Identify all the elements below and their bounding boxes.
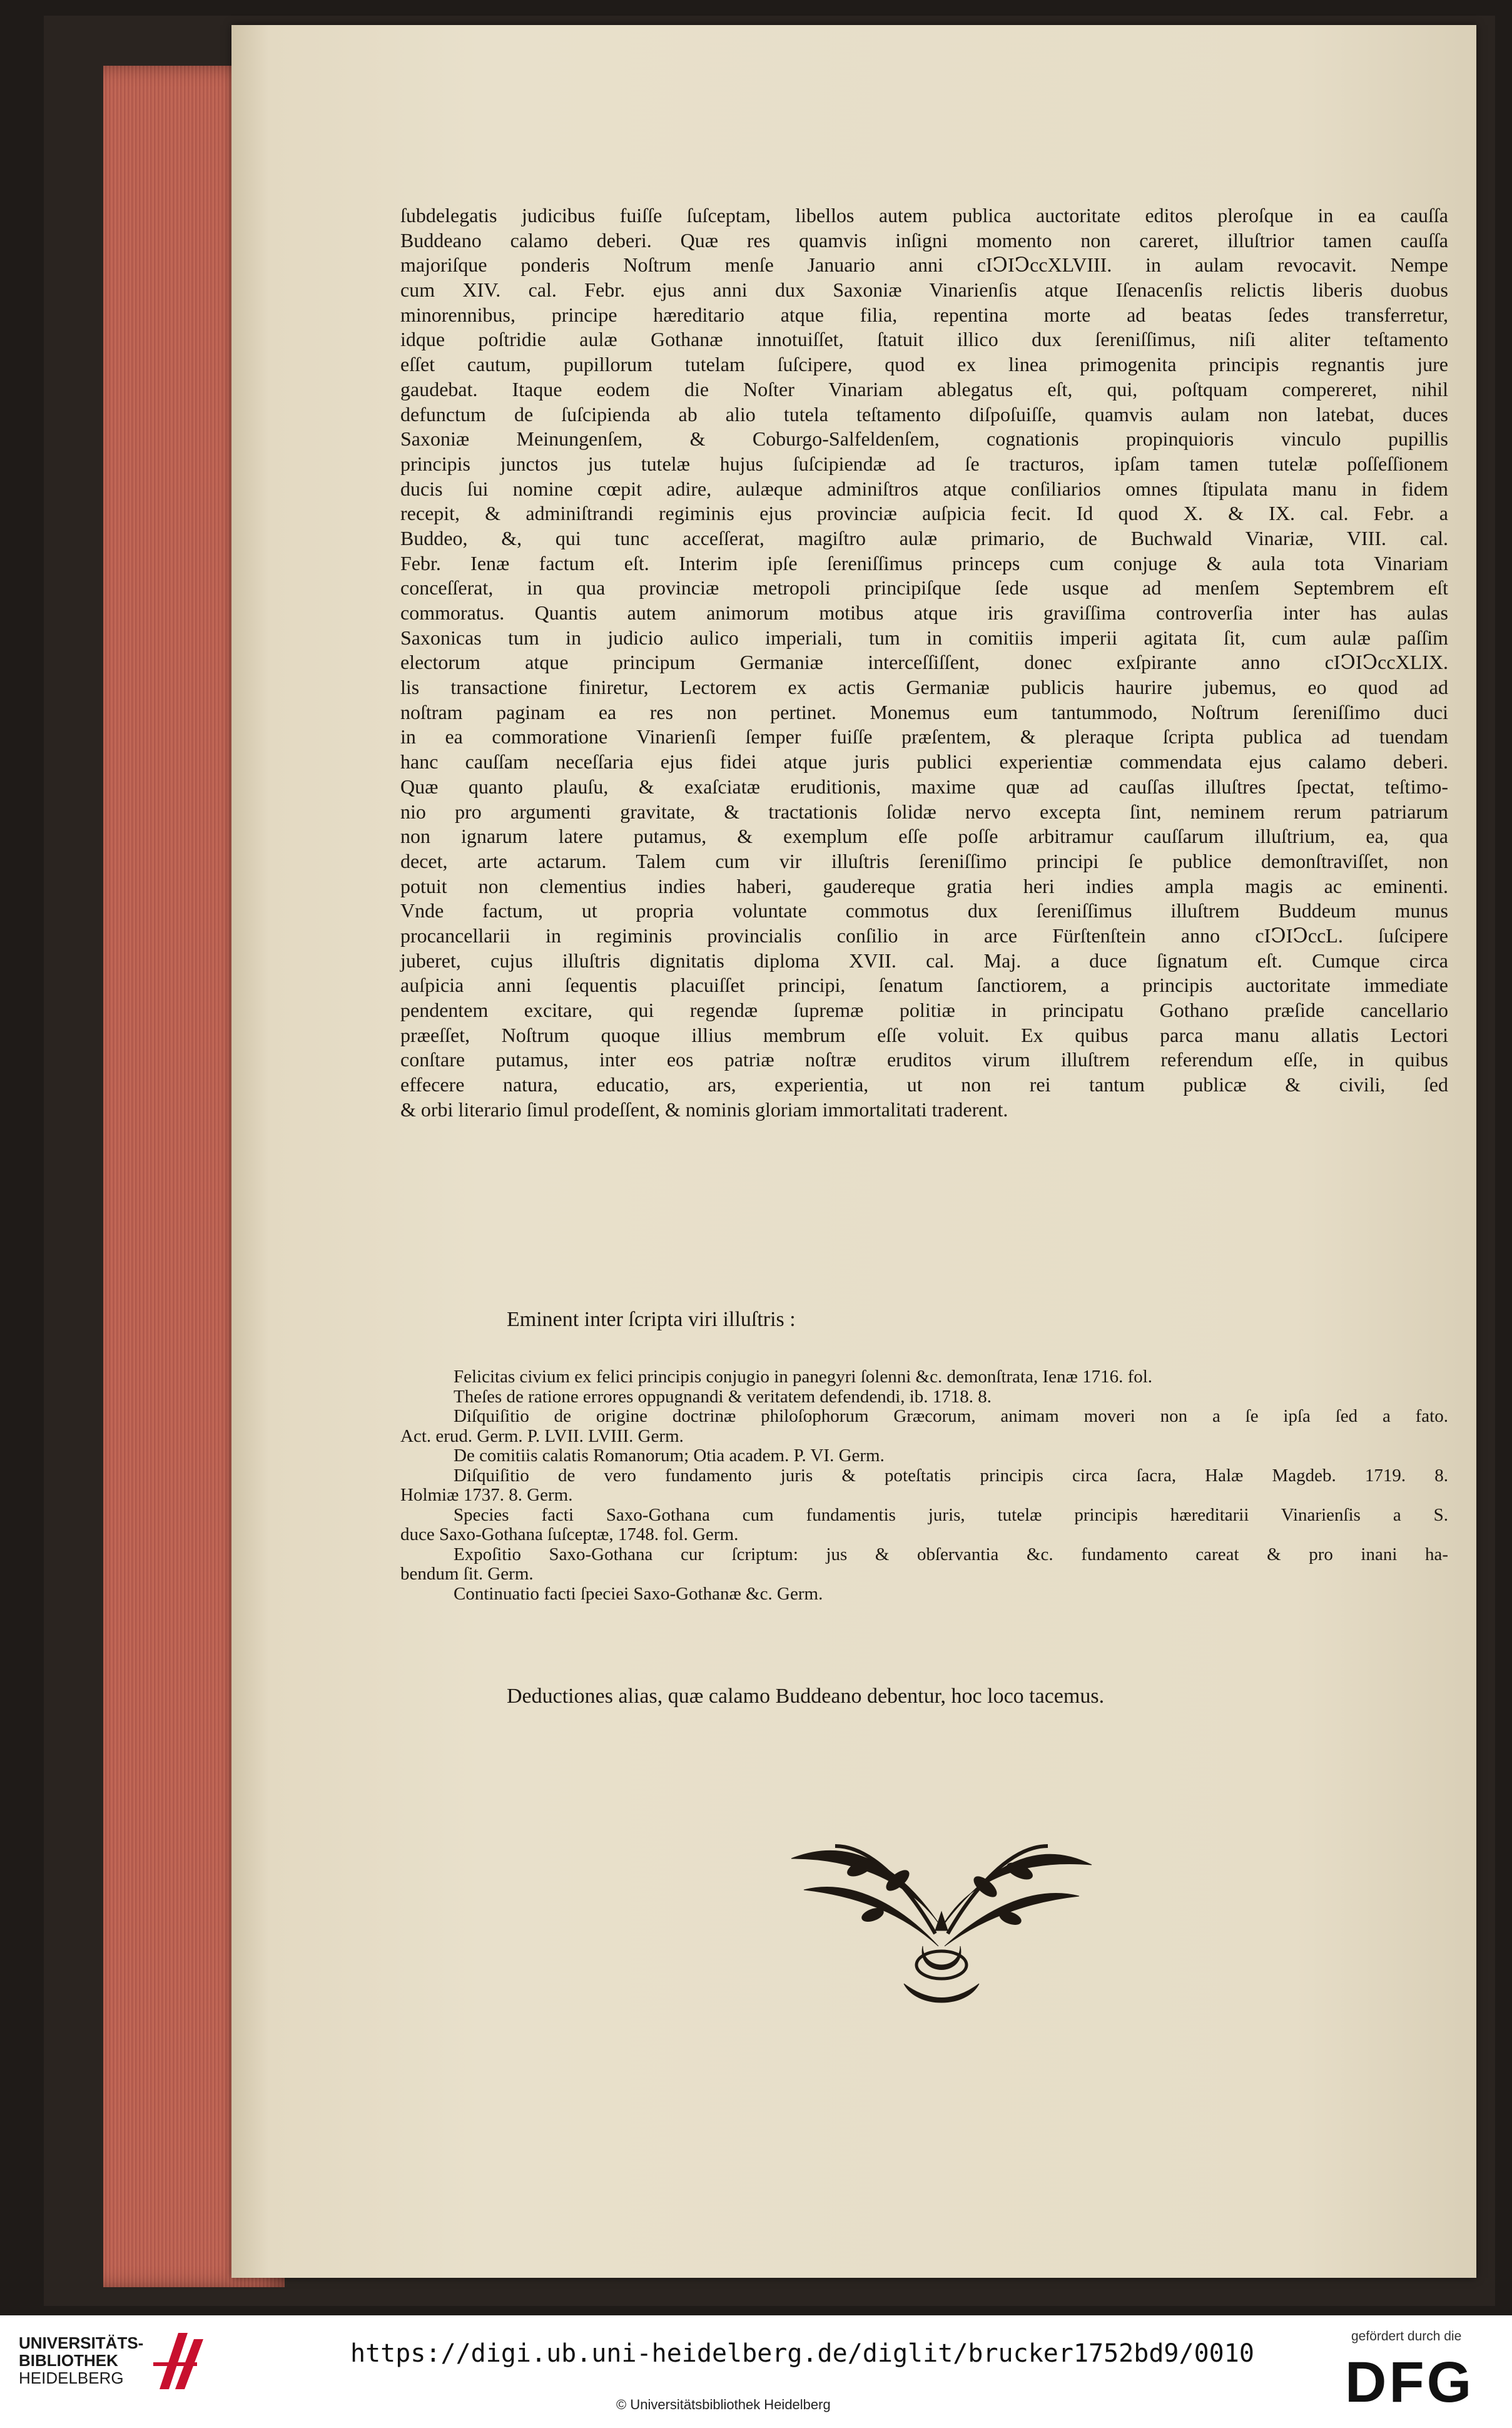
body-line: decet, arte actarum. Talem cum vir illuſtris ſereniſſimo principi ſe publice demonſtraviſſet, non (400, 849, 1448, 872)
body-line: conſtare putamus, inter eos patriæ noſtræ eruditos virum illuſtrem referendum eſſe, in quibus (400, 1048, 1448, 1071)
body-line: Buddeo, &, qui tunc acceſſerat, magiſtro aulæ primario, de Buchwald Vinariæ, VIII. cal. (400, 526, 1448, 549)
body-line: Febr. Ienæ factum eſt. Interim ipſe ſereniſſimus princeps cum conjuge & aula tota Vinariam (400, 551, 1448, 574)
dfg-logo[interactable]: DFG (1345, 2350, 1474, 2414)
work-entry (400, 1506, 1448, 1545)
body-line: minorennibus, principe hæreditario atque filia, repentina morte ad beatas ſedes transferretur, (400, 303, 1448, 326)
body-line: auſpicia anni ſequentis placuiſſet principi, ſenatum ſanctiorem, a principis auctoritate immediate (400, 974, 1448, 997)
work-entry-line: Diſquiſitio de origine doctrinæ philoſophorum Græcorum, animam moveri non a ſe ipſa ſed a fato. (454, 1406, 1448, 1426)
work-entry (400, 1367, 1448, 1387)
body-line: eſſet cautum, pupillorum tutelam ſuſcipere, quod ex linea primogenita principis regnantis jure (400, 353, 1448, 376)
body-line: principis junctos jus tutelæ hujus ſuſcipiendæ ad ſe tracturos, ipſam tamen tutelæ poſſeſſionem (400, 452, 1448, 475)
body-line: hanc cauſſam neceſſaria ejus fidei atque juris publici experientiæ commendata ejus calamo deberi. (400, 750, 1448, 773)
works-list (400, 1367, 1448, 1604)
work-entry (400, 1446, 1448, 1466)
work-entry (400, 1466, 1448, 1506)
library-name-line1: UNIVERSITÄTS- (19, 2334, 144, 2352)
work-entry (400, 1584, 1448, 1604)
body-line: ſubdelegatis judicibus fuiſſe ſuſceptam, libellos autem publica auctoritate editos pleroſque in ea cauſſa (400, 204, 1448, 227)
body-line: nio pro argumenti gravitate, & tractationis ſolidæ nervo excepta ſint, neminem rerum patriarum (400, 800, 1448, 823)
funding-caption: gefördert durch die (1351, 2329, 1462, 2344)
body-line: conceſſerat, in qua provinciæ metropoli principiſque ſede usque ad menſem Septembrem eſt (400, 576, 1448, 599)
library-name-line2: BIBLIOTHEK (19, 2351, 118, 2370)
library-logo-text[interactable] (19, 2334, 143, 2387)
body-line: majoriſque ponderis Noſtrum menſe Januario anni cIↃIↃccXLVIII. in aulam revocavit. Nempe (400, 253, 1448, 277)
body-line: Vnde factum, ut propria voluntate commotus dux ſereniſſimus illuſtrem Buddeum munus (400, 899, 1448, 922)
uni-heidelberg-logo-icon[interactable] (150, 2327, 206, 2395)
work-entry-line: Theſes de ratione errores oppugnandi & veritatem defendendi, ib. 1718. 8. (454, 1386, 992, 1407)
work-entry-line: Diſquiſitio de vero fundamento juris & poteſtatis principis circa ſacra, Halæ Magdeb. 1719. 8. (454, 1465, 1448, 1486)
body-line: procancellarii in regiminis provincialis conſilio in arce Fürſtenſtein anno cIↃIↃccL. ſuſcipere (400, 924, 1448, 947)
work-entry-line: Holmiæ 1737. 8. Germ. (400, 1485, 573, 1505)
body-line: gaudebat. Itaque eodem die Noſter Vinariam ablegatus eſt, qui, poſtquam compereret, nihil (400, 377, 1448, 400)
work-entry-line: De comitiis calatis Romanorum; Otia academ. P. VI. Germ. (454, 1446, 885, 1466)
body-line: electorum atque principum Germaniæ interceſſiſſent, donec exſpirante anno cIↃIↃccXLIX. (400, 651, 1448, 674)
work-entry-line: duce Saxo-Gothana ſuſceptæ, 1748. fol. Germ. (400, 1524, 739, 1544)
works-heading: Eminent inter ſcripta viri illuſtris : (507, 1308, 796, 1331)
body-line: potuit non clementius indies haberi, gaudereque gratia heri indies ampla magis ac eminenti. (400, 874, 1448, 897)
copyright-notice: © Universitätsbibliothek Heidelberg (616, 2397, 831, 2412)
body-line: Buddeano calamo deberi. Quæ res quamvis inſigni momento non careret, illuſtrior tamen cauſſa (400, 228, 1448, 252)
work-entry-line: Species facti Saxo-Gothana cum fundamentis juris, tutelæ principis hæreditarii Vinarienſis a S. (454, 1504, 1448, 1525)
work-entry-line: Act. erud. Germ. P. LVII. LVIII. Germ. (400, 1426, 684, 1446)
body-text (400, 203, 1448, 1122)
body-line: Saxonicas tum in judicio aulico imperiali, tum in comitiis imperii agitata ſit, cum aulæ paſſim (400, 626, 1448, 649)
body-line: defunctum de ſuſcipienda ab alio tutela teſtamento diſpoſuiſſe, quamvis aulam non latebat, duces (400, 402, 1448, 426)
body-line: Saxoniæ Meinungenſem, & Coburgo-Salfeldenſem, cognationis propinquioris vinculo pupillis (400, 427, 1448, 451)
work-entry (400, 1407, 1448, 1446)
work-entry (400, 1545, 1448, 1584)
body-line: juberet, cujus illuſtris dignitatis diploma XVII. cal. Maj. a duce ſignatum eſt. Cumque circa (400, 949, 1448, 972)
body-line: cum XIV. cal. Febr. ejus anni dux Saxoniæ Vinarienſis atque Iſenacenſis relictis liberis duobus (400, 278, 1448, 302)
work-entry-line: Continuatio facti ſpeciei Saxo-Gothanæ &c. Germ. (454, 1583, 823, 1604)
body-line: noſtram paginam ea res non pertinet. Monemus eum tantummodo, Noſtrum ſereniſſimo duci (400, 700, 1448, 723)
body-line: lis transactione finiretur, Lectorem ex actis Germaniæ publicis haurire jubemus, eo quod ad (400, 676, 1448, 699)
page-url-link[interactable]: https://digi.ub.uni-heidelberg.de/diglit/brucker1752bd9/0010 (350, 2339, 1254, 2368)
library-name-line3: HEIDELBERG (19, 2369, 124, 2387)
body-line: recepit, & adminiſtrandi regiminis ejus provinciæ auſpicia fecit. Id quod X. & IX. cal. Febr. a (400, 502, 1448, 525)
body-line: non ignarum latere putamus, & exemplum eſſe poſſe arbitramur cauſſarum illuſtrium, ea, qua (400, 825, 1448, 848)
body-line: & orbi literario ſimul prodeſſent, & nominis gloriam immortalitati traderent. (400, 1098, 1008, 1121)
body-line: idque poſtridie aulæ Gothanæ innotuiſſet, ſtatuit illico dux ſereniſſimus, niſi aliter teſtamento (400, 328, 1448, 351)
work-entry-line: bendum ſit. Germ. (400, 1564, 534, 1584)
work-entry-line: Felicitas civium ex felici principis conjugio in panegyri ſolenni &c. demonſtrata, Ienæ 1716. fol. (454, 1367, 1153, 1387)
body-line: pendentem excitare, qui regendæ ſupremæ politiæ in principatu Gothano præſide cancellario (400, 999, 1448, 1021)
work-entry (400, 1387, 1448, 1407)
ornament-vignette-icon (779, 1821, 1104, 2021)
body-line: ducis ſui nomine cœpit adire, aulæque adminiſtros atque conſiliarios omnes ſtipulata manu in fidem (400, 477, 1448, 500)
body-line: præeſſet, Noſtrum quoque illius membrum eſſe voluit. Ex quibus parca manu allatis Lectori (400, 1023, 1448, 1046)
body-line: effecere natura, educatio, ars, experientia, ut non rei tantum publicæ & civili, ſed (400, 1073, 1448, 1096)
work-entry-line: Expoſitio Saxo-Gothana cur ſcriptum: jus & obſervantia &c. fundamento careat & pro inani ha- (454, 1544, 1448, 1564)
body-line: in ea commoratione Vinarienſi ſemper fuiſſe præſentem, & pleraque ſcripta publica ad tuendam (400, 725, 1448, 748)
body-line: commoratus. Quantis autem animorum motibus atque iris graviſſima controverſia inter has aulas (400, 601, 1448, 624)
body-line: Quæ quanto plauſu, & exaſciatæ eruditionis, maxime quæ ad cauſſas illuſtres ſpectat, teſtimo- (400, 775, 1448, 798)
deductions-note: Deductiones alias, quæ calamo Buddeano debentur, hoc loco tacemus. (507, 1685, 1105, 1708)
